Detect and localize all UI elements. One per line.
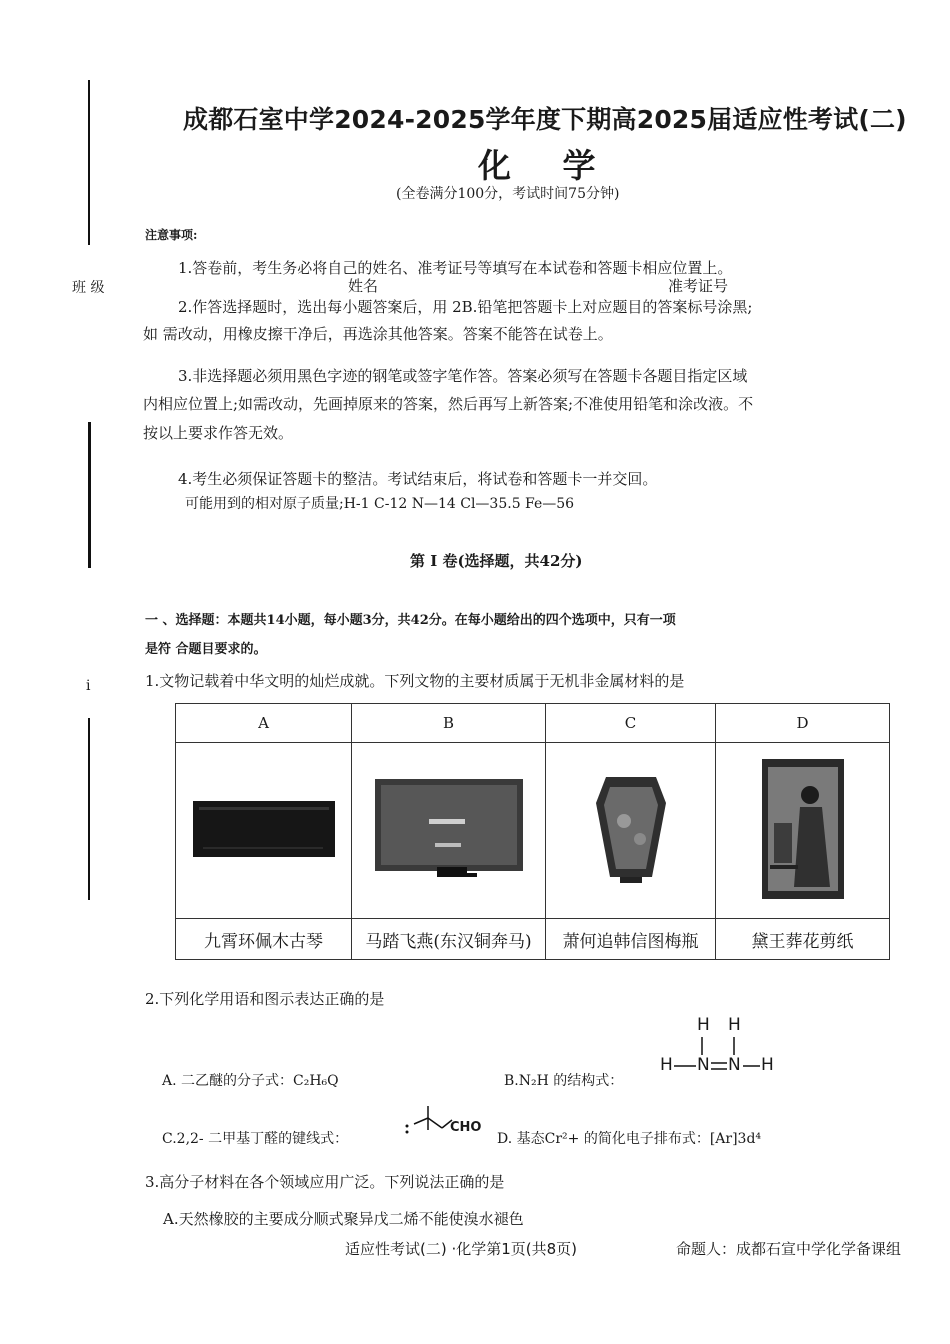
skeletal-structure bbox=[400, 1104, 484, 1148]
q2-stem: 2.下列化学用语和图示表达正确的是 bbox=[145, 990, 385, 1008]
q1-col-b: B bbox=[352, 704, 546, 743]
q1-image-cell-c bbox=[546, 743, 716, 919]
q2-option-a: A. 二乙醚的分子式：C₂H₆Q bbox=[162, 1073, 339, 1089]
q1-item-d: 黛王葬花剪纸 bbox=[716, 919, 890, 960]
q1-item-a: 九霄环佩木古琴 bbox=[176, 919, 352, 960]
plum-vase-image bbox=[586, 773, 676, 885]
q3-stem: 3.高分子材料在各个领域应用广泛。下列说法正确的是 bbox=[145, 1173, 505, 1191]
q2-option-c: C.2,2- 二甲基丁醛的键线式： bbox=[162, 1131, 349, 1147]
q3-option-a: A.天然橡胶的主要成分顺式聚异戊二烯不能使溴水褪色 bbox=[163, 1210, 524, 1228]
q1-table bbox=[175, 703, 890, 960]
score-info: (全卷满分100分，考试时间75分钟) bbox=[396, 186, 620, 202]
notice-item-1: 1.答卷前，考生务必将自己的姓名、准考证号等填写在本试卷和答题卡相应位置上。 bbox=[178, 259, 733, 277]
q2-option-d: D. 基态Cr²+ 的简化电子排布式：[Ar]3d⁴ bbox=[497, 1131, 762, 1147]
q1-image-cell-b bbox=[352, 743, 546, 919]
margin-mark: i bbox=[86, 678, 91, 694]
margin-line-middle bbox=[88, 422, 91, 568]
cho-group: CHO bbox=[450, 1120, 482, 1135]
notice-item-2-line2: 如 需改动，用橡皮擦干净后，再选涂其他答案。答案不能答在试卷上。 bbox=[143, 325, 613, 343]
q1-col-c: C bbox=[546, 704, 716, 743]
q2-option-b: B.N₂H 的结构式： bbox=[504, 1073, 624, 1089]
part1-instruction-line2: 是符 合题目要求的。 bbox=[145, 642, 267, 657]
q1-col-d: D bbox=[716, 704, 890, 743]
atomic-masses: 可能用到的相对原子质量;H-1 C-12 N—14 Cl—35.5 Fe—56 bbox=[185, 496, 575, 512]
page-info: 适应性考试(二) ·化学第1页(共8页) bbox=[345, 1240, 578, 1258]
q1-stem: 1.文物记载着中华文明的灿烂成就。下列文物的主要材质属于无机非金属材料的是 bbox=[145, 672, 685, 690]
author-info: 命题人：成都石宣中学化学备课组 bbox=[676, 1240, 902, 1258]
class-label: 班 级 bbox=[72, 280, 105, 296]
papercut-image bbox=[760, 757, 846, 901]
part1-title: 第 I 卷(选择题，共42分) bbox=[410, 552, 583, 570]
bronze-horse-image bbox=[369, 777, 529, 881]
atom-h: H bbox=[761, 1055, 774, 1075]
notice-item-2-line1: 2.作答选择题时，选出每小题答案后，用 2B.铅笔把答题卡上对应题目的答案标号涂黑; bbox=[178, 298, 753, 316]
exam-title: 成都石室中学2024-2025学年度下期高2025届适应性考试(二) bbox=[183, 105, 907, 134]
q1-item-c: 萧何追韩信图梅瓶 bbox=[546, 919, 716, 960]
margin-line-top bbox=[88, 80, 90, 245]
margin-line-bottom bbox=[88, 718, 90, 900]
atom-h: H bbox=[728, 1015, 741, 1035]
atom-h: H bbox=[660, 1055, 673, 1075]
part1-instruction-line1: 一 、选择题：本题共14小题，每小题3分，共42分。在每小题给出的四个选项中，只有一项 bbox=[145, 613, 676, 628]
notice-heading: 注意事项: bbox=[145, 228, 198, 242]
q1-image-cell-a bbox=[176, 743, 352, 919]
atom-n: N bbox=[697, 1055, 710, 1075]
notice-item-3-line1: 3.非选择题必须用黑色字迹的钢笔或签字笔作答。答案必须写在答题卡各题目指定区域 bbox=[178, 367, 748, 385]
name-label: 姓名 bbox=[348, 277, 379, 295]
atom-h: H bbox=[697, 1015, 710, 1035]
guqin-image bbox=[189, 799, 339, 859]
q1-item-b: 马踏飞燕(东汉铜奔马) bbox=[352, 919, 546, 960]
hydrazine-structure bbox=[660, 1015, 780, 1079]
bond-lines bbox=[660, 1015, 780, 1079]
notice-item-4: 4.考生必须保证答题卡的整洁。考试结束后，将试卷和答题卡一并交回。 bbox=[178, 470, 658, 488]
atom-n: N bbox=[728, 1055, 741, 1075]
notice-item-3-line2: 内相应位置上;如需改动，先画掉原来的答案，然后再写上新答案;不准使用铅笔和涂改液。不 bbox=[143, 395, 754, 413]
subject-title: 化 学 bbox=[478, 146, 616, 185]
exam-id-label: 准考证号 bbox=[668, 277, 729, 295]
q1-image-cell-d bbox=[716, 743, 890, 919]
notice-item-3-line3: 按以上要求作答无效。 bbox=[143, 424, 294, 442]
q1-col-a: A bbox=[176, 704, 352, 743]
